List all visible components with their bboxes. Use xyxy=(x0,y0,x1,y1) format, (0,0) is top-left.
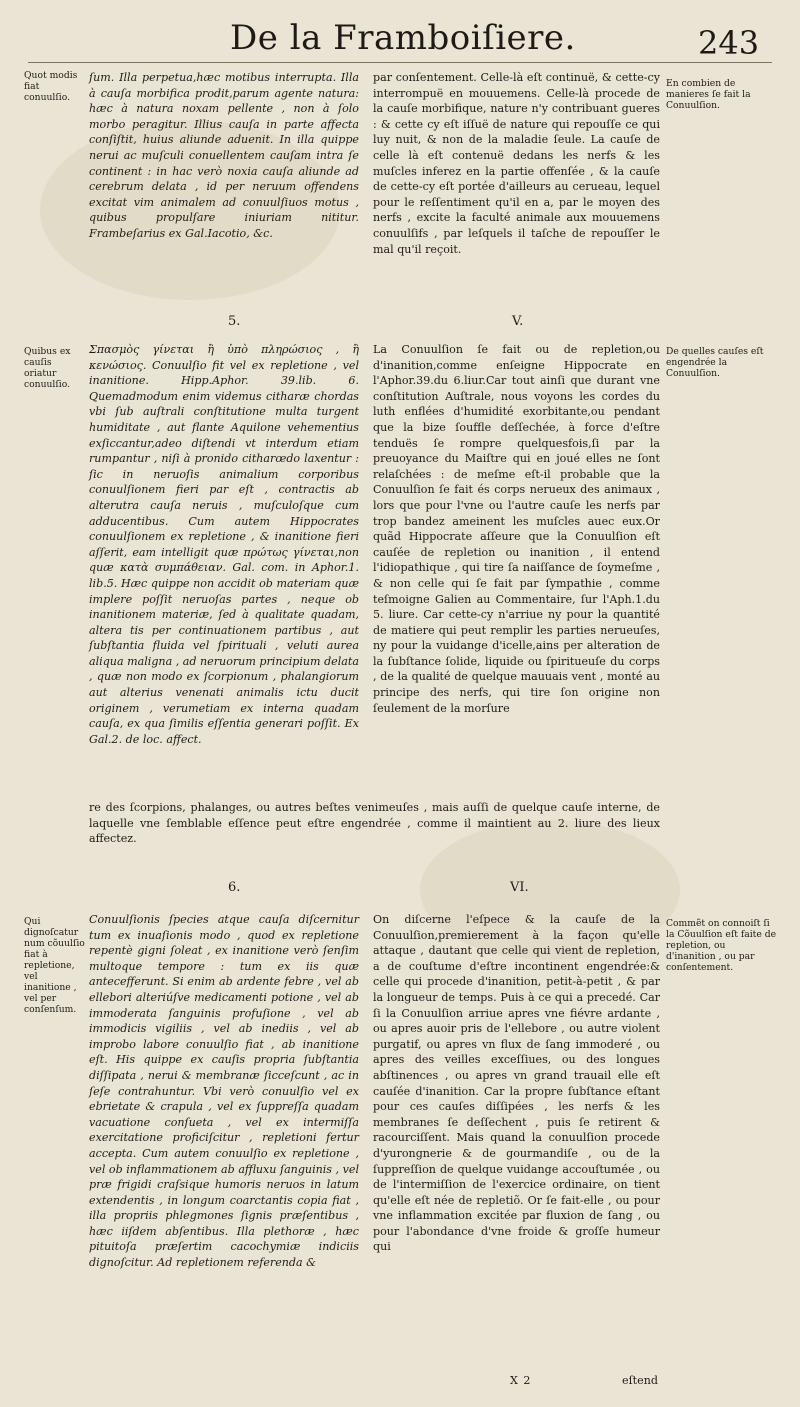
page-number: 243 xyxy=(698,24,760,62)
margin-note-quibus-ex-causis: Quibus ex cauſis oriatur conuulſio. xyxy=(24,346,71,390)
signature-mark: X 2 xyxy=(510,1374,532,1387)
catchword: eſtend xyxy=(622,1374,658,1387)
latin-text-section-5: Σπασμὸς γίνεται ἢ ὑπὸ πληρώσιος , ἢ κενώσιος. Conuulſio fit vel ex repletione , vel inanitione. Hipp.Aphor. 39.lib. 6. Quemadmodum enim videmus citharæ chordas vbi ſub auſtrali conſtitutione multa turgent humiditate , aut flante Aquilone vehementius exſiccantur,adeo diſtendi vt interdum etiam rumpantur , niſi à pronido citharœdo laxentur : ſic in neruoſis animalium corporibus conuulſionem fieri par eſt , contractis ab alterutra cauſa neruis , muſculoſque cum adducentibus. Cum autem Hippocrates conuulſionem ex repletione , & inanitione fieri aſſerit, eam intelligit quæ πρώτως γίνεται,non quæ κατὰ συμπάθειαν. Gal. com. in Aphor.1. lib.5. Hæc quippe non accidit ob materiam quæ implere poſſit neruoſas partes , neque ob inanitionem materiæ, ſed à qualitate quadam, altera tis per continuationem partibus , aut ſubſtantia fluida vel ſpirituali , veluti aurea aliqua maligna , ad neruorum principium delata , quæ non modo ex ſcorpionum , phalangiorum aut alterius venenati animalis ictu ducit originem , verumetiam ex interna quadam cauſa, ex qua ſimilis eſſentia generari poſſit. Ex Gal.2. de loc. affect. xyxy=(89,343,359,746)
french-text-section-6: On diſcerne l'eſpece & la cauſe de la Conuulſion,premierement à la façon qu'elle attaque , dautant que celle qui vient de repletion, a de couſtume d'eſtre incontinent engendrée:& celle qui procede d'inanition, petit-à-petit , & par la longueur de temps. Puis à ce qui a precedé. Car ſi la Conuulſion arriue apres vne fiévre ardante , ou apres auoir pris de l'ellebore , ou autre violent purgatif, ou apres vn flux de ſang immoderé , ou apres des veilles exceſſiues, ou des longues abſtinences , ou apres vn grand trauail elle eſt cauſée d'inanition. Car la propre ſubſtance eſtant pour ces cauſes diſſipées , les nerfs & les membranes ſe deſſechent , puis ſe retirent & racourciſſent. Mais quand la conuulſion procede d'yurongnerie & de gourmandiſe , ou de la ſuppreſſion de quelque vuidange accouſtumée , ou de l'intermiſſion de l'exercice ordinaire, on tient qu'elle eſt née de repletiõ. Or ſe fait-elle , ou pour vne inflammation excitée par fluxion de ſang , ou pour l'abondance d'vne froide & groſſe humeur qui xyxy=(373,913,660,1254)
section-6-french-number: VI. xyxy=(510,880,529,895)
section-6-latin-number: 6. xyxy=(228,880,241,895)
section-5-latin-number: 5. xyxy=(228,314,241,329)
section-5-french-number: V. xyxy=(512,314,524,329)
french-text-block1: par conſentement. Celle-là eſt continuë, & cette-cy interrompuë en mouuemens. Celle-là procede de la cauſe morbifique, nature n'y contribuant gueres : & cette cy eſt iſſuë de nature qui repouſſe ce qui luy nuit, & non de la maladie ſeule. La cauſe de celle là eſt contenuë dedans les nerfs & les muſcles inferez en la partie offenſée , & la cauſe de cette-cy eſt portée d'ailleurs au cerueau, lequel pour le reſſentiment qu'il en a, par le moyen des nerfs , excite la faculté animale aux mouuemens conuulſifs , par leſquels il taſche de repouſſer le mal qu'il reçoit. xyxy=(373,71,660,256)
latin-text-section-6: Conuulſionis ſpecies atque cauſa diſcernitur tum ex inuaſionis modo , quod ex repletione repentè gigni ſoleat , ex inanitione verò ſenſim multoque tempore : tum ex iis quæ antecefferunt. Si enim ab ardente febre , vel ab ellebori alteriúſve medicamenti potione , vel ab immoderata ſanguinis profuſione , vel ab immodicis vigiliis , vel ab inediis , vel ab improbo labore conuulſio fiat , ab inanitione eſt. His quippe ex cauſis propria ſubſtantia diſſipata , nerui & membranæ ſicceſcunt , ac in ſeſe contrahuntur. Vbi verò conuulſio vel ex ebrietate & crapula , vel ex ſuppreſſa quadam vacuatione conſueta , vel ex intermiſſa exercitatione proficiſcitur , repletioni fertur accepta. Cum autem conuulſio ex repletione , vel ob inflammationem ab affluxu ſanguinis , vel præ frigidi craſsique humoris neruos in latum extendentis , in longum coarctantis copia fiat , illa propriis phlegmones ſignis præſentibus , hæc iiſdem abſentibus. Illa plethoræ , hæc pituitoſa præſertim cacochymiæ indiciis dignoſcitur. Ad repletionem referenda & xyxy=(89,913,359,1270)
margin-note-quot-modis: Quot modis fiat conuulſio. xyxy=(24,70,78,103)
french-text-section-5: La Conuulſion ſe fait ou de repletion,ou d'inanition,comme enſeigne Hippocrate en l'Aphor.39.du 6.liur.Car tout ainſi que durant vne conſtitution Auſtrale, nous voyons les cordes du luth enflées d'humidité exorbitante,ou pendant que la bize ſouffle deſſechée, à force d'eſtre tenduës ſe rompre quelquesfois,ſi par la preuoyance du Maiſtre qui en joué elles ne ſont relaſchées : de meſme eſt-il probable que la Conuulſion ſe fait és corps nerueux des animaux , lors que pour l'vne ou l'autre cauſe les nerfs par trop bandez ameinent les muſcles auec eux.Or quãd Hippocrate aſſeure que la Conuulſion eſt cauſée de repletion ou inanition , il entend l'idiopathique , qui tire ſa naiſſance de ſoymeſme , & non celle qui ſe fait par ſympathie , comme teſmoigne Galien au Commentaire, ſur l'Aph.1.du 5. liure. Car cette-cy n'arriue ny pour la quantité de matiere qui peut remplir les parties nerueuſes, ny pour la vuidange d'icelle,ains per alteration de la ſubſtance ſolide, liquide ou ſpiritueuſe du corps , de la qualité de quelque mauuais vent , monté au principe des nerfs, qui tire ſon origine non ſeulement de la morſure xyxy=(373,343,660,715)
margin-note-comment-on-connoist: Commẽt on connoiſt ſi la Cõuulſion eſt faite de repletion, ou d'inanition , ou par conſentement. xyxy=(666,918,777,973)
latin-text-block1: ſum. Illa perpetua,hæc motibus interrupta. Illa à cauſa morbifica prodit,parum agente natura: hæc à natura noxam pellente , non à ſolo morbo peragitur. Illius cauſa in parte affecta conſiſtit, huius aliunde aduenit. In illa quippe nerui ac muſculi conuellentem cauſam intra ſe continent : in hac verò noxia cauſa aliunde ad cerebrum delata , id per neruum offendens excitat vim animalem ad conuulſiuos motus , quibus propulſare iniuriam nititur. Frambeſarius ex Gal.Iacotio, &c. xyxy=(89,71,359,240)
header-rule xyxy=(28,62,772,63)
full-width-text-section-5: re des ſcorpions, phalanges, ou autres beſtes venimeuſes , mais auſſi de quelque cauſe interne, de laquelle vne ſemblable eſſence peut eſtre engendrée , comme il maintient au 2. liure des lieux affectez. xyxy=(89,801,660,846)
margin-note-qui-dignoscatur: Qui dignoſcatur num cõuulſio fiat à repletione, vel inanitione , vel per conſenſum. xyxy=(24,916,85,1015)
running-title: De la Framboiſiere. xyxy=(230,18,576,58)
margin-note-de-quelles-causes: De quelles cauſes eſt engendrée la Conuulſion. xyxy=(666,346,764,379)
margin-note-en-combien: En combien de manieres ſe fait la Conuulſion. xyxy=(666,78,751,111)
